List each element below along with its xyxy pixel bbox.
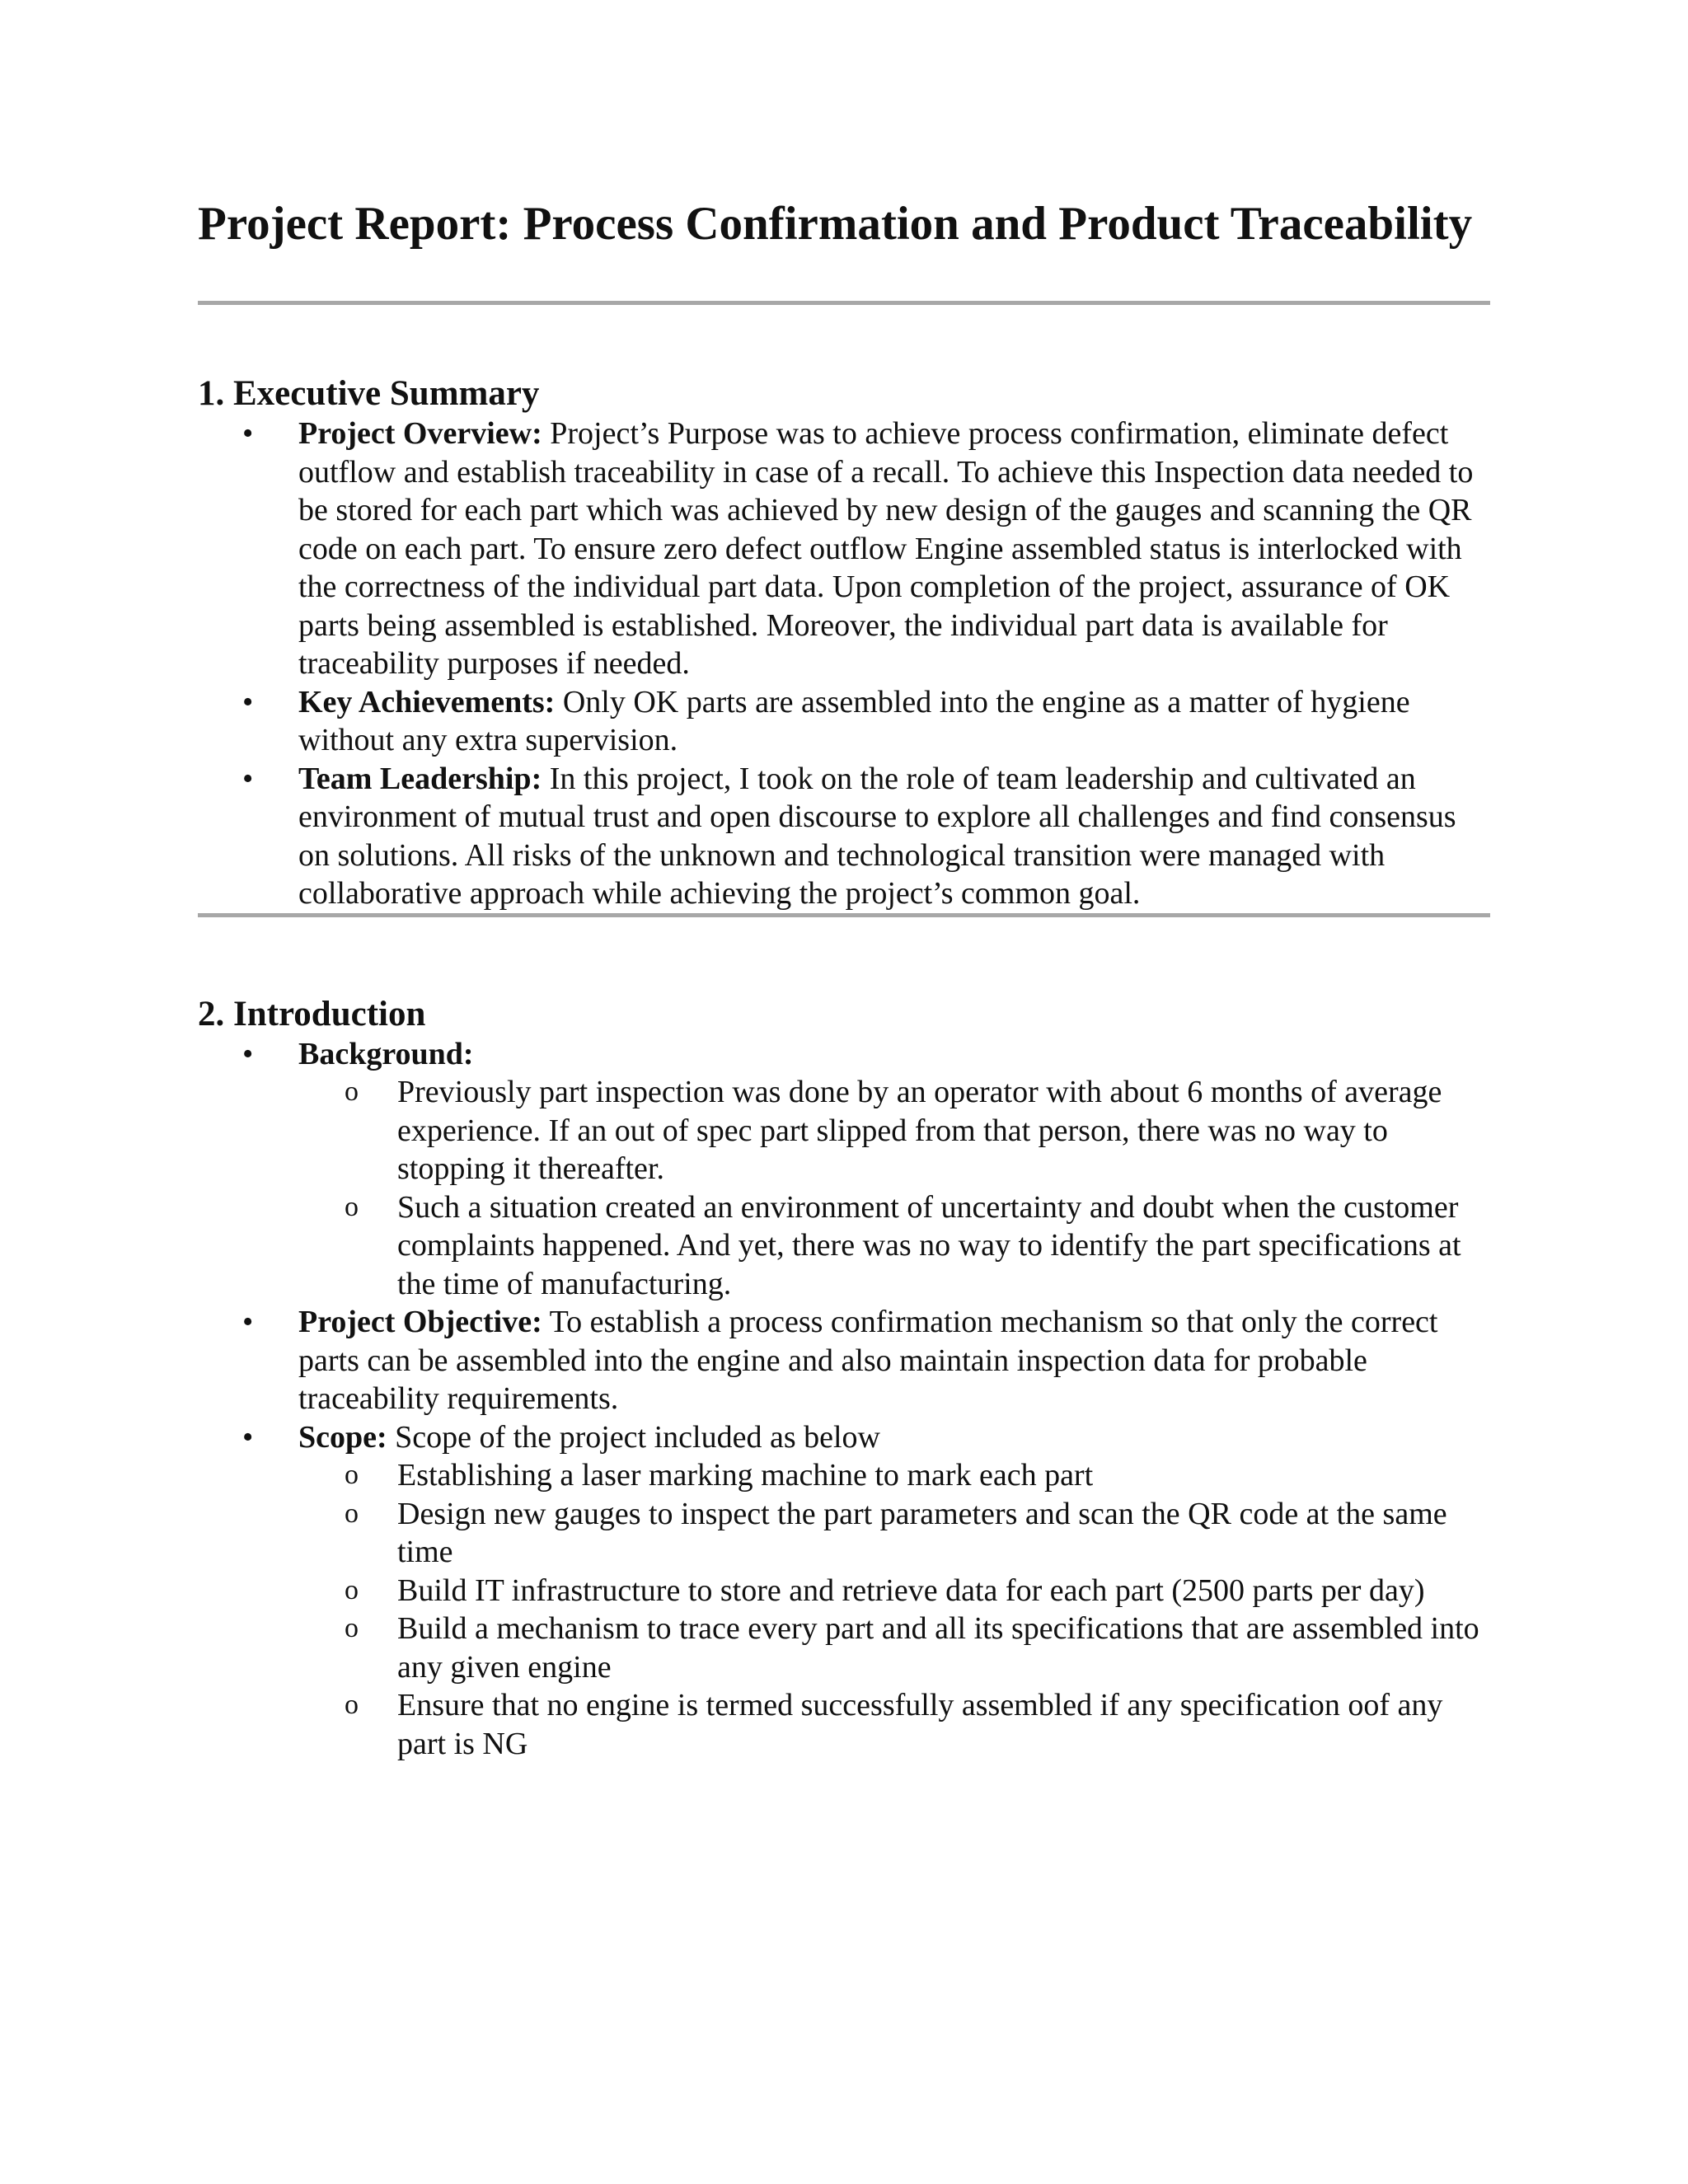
bullet-label: Scope: xyxy=(298,1419,387,1455)
bullet-text: Project’s Purpose was to achieve process confirmation, eliminate defect outflow and establish traceability in case of a recall. To achieve this Inspection data needed to be stored for each part which was achieved by new design of the gauges and scanning the QR code on each part. To ensure zero defect outflow Engine assembled status is interlocked with the correctness of the individual part data. Upon completion of the project, assurance of OK parts being assembled is established. Moreover, the individual part data is available for traceability purposes if needed. xyxy=(298,416,1474,681)
list-item xyxy=(198,415,1490,683)
sub-list-item: o Such a situation created an environment of uncertainty and doubt when the customer complaints happened. And yet, there was no way to identify the part specifications at the time of manufacturing. xyxy=(298,1188,1490,1304)
bullet-label: Project Objective: xyxy=(298,1305,542,1339)
sub-list xyxy=(298,1073,1490,1303)
bullet-text: To establish a process confirmation mechanism so that only the correct parts can be assembled into the engine and also maintain inspection data for probable traceability requirements. xyxy=(298,1305,1438,1416)
list-item xyxy=(198,683,1490,760)
section-heading-executive-summary: 1. Executive Summary xyxy=(198,374,540,413)
page-title: Project Report: Process Confirmation and Product Traceability xyxy=(198,198,1473,250)
bullet-text: Scope of the project included as below xyxy=(387,1419,880,1455)
bullet-label: Key Achievements: xyxy=(298,684,556,719)
sub-list-item: o Design new gauges to inspect the part parameters and scan the QR code at the same time xyxy=(298,1495,1490,1572)
sub-list-item: o Previously part inspection was done by an operator with about 6 months of average experience. If an out of spec part slipped from that person, there was no way to stopping it thereafter. xyxy=(298,1073,1490,1188)
sub-list-item: o Build IT infrastructure to store and retrieve data for each part (2500 parts per day) xyxy=(298,1572,1490,1610)
sub-list-item: o Ensure that no engine is termed successfully assembled if any specification oof any part is NG xyxy=(298,1686,1490,1763)
executive-summary-list xyxy=(198,415,1490,913)
section-divider xyxy=(198,913,1490,917)
sub-list-item: o Establishing a laser marking machine to mark each part xyxy=(298,1456,1490,1495)
list-item xyxy=(198,1418,1490,1764)
list-item xyxy=(198,1303,1490,1418)
list-item xyxy=(198,1035,1490,1304)
bullet-text: Only OK parts are assembled into the engine as a matter of hygiene without any extra supervision. xyxy=(298,684,1410,757)
bullet-label: Project Overview: xyxy=(298,416,542,451)
section-divider xyxy=(198,301,1490,305)
list-item xyxy=(198,760,1490,913)
bullet-text: In this project, I took on the role of team leadership and cultivated an environment of mutual trust and open discourse to explore all challenges and find consensus on solutions. All risks of the unknown and technological transition were managed with collaborative approach while achieving the project’s common goal. xyxy=(298,761,1456,911)
introduction-list xyxy=(198,1035,1490,1764)
section-heading-introduction: 2. Introduction xyxy=(198,994,426,1033)
sub-list-item: o Build a mechanism to trace every part and all its specifications that are assembled into any given engine xyxy=(298,1610,1490,1686)
sub-list xyxy=(298,1456,1490,1763)
bullet-label: Background: xyxy=(298,1036,474,1071)
bullet-label: Team Leadership: xyxy=(298,761,542,796)
